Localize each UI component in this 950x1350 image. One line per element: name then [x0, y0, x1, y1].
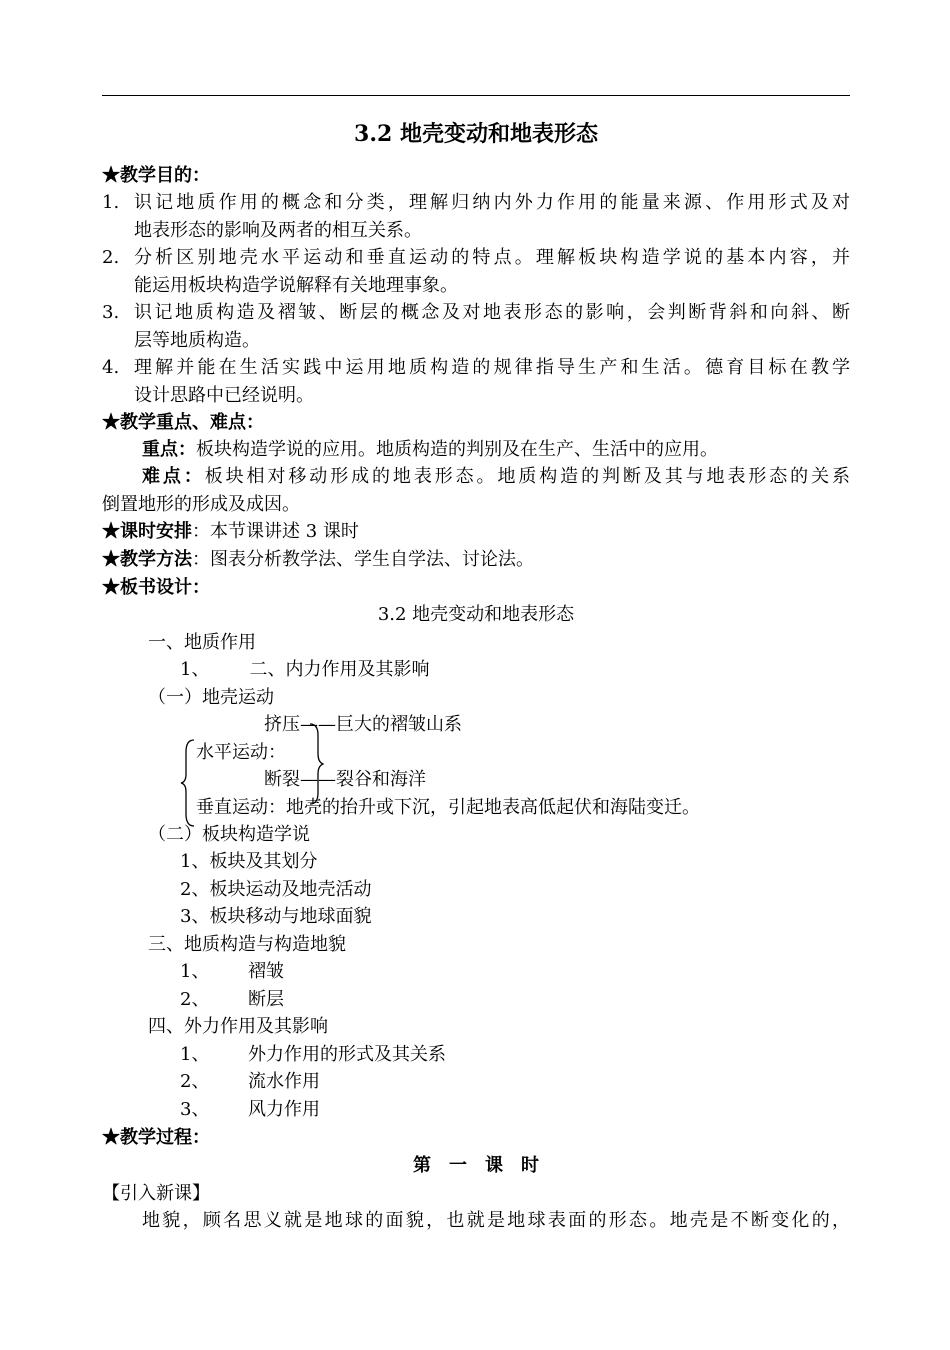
difficult-text: 板块相对移动形成的地表形态。地质构造的判断及其与地表形态的关系: [204, 466, 851, 487]
board-s3-num: 2、: [180, 989, 210, 1010]
board-squeeze: 挤压——巨大的褶皱山系: [264, 714, 462, 735]
objective-line: 能运用板块构造学说解释有关地理事象。: [134, 275, 458, 296]
board-s4-text: 风力作用: [248, 1099, 320, 1120]
outer-brace: [180, 738, 196, 828]
difficult-text-cont: 倒置地形的形成及成因。: [102, 494, 300, 515]
document-title: 3.2 地壳变动和地表形态: [354, 121, 598, 147]
board-s4-num: 2、: [180, 1071, 210, 1092]
objective-line: 分析区别地壳水平运动和垂直运动的特点。理解板块构造学说的基本内容，并: [134, 247, 850, 268]
objective-num: 4.: [102, 357, 120, 378]
inner-brace: [308, 722, 324, 806]
board-s3-text: 断层: [248, 989, 284, 1010]
board-plate-item: 2、板块运动及地壳活动: [180, 879, 372, 900]
key-text: 板块构造学说的应用。地质构造的判别及在生产、生活中的应用。: [196, 439, 718, 460]
objective-line: 地表形态的影响及两者的相互关系。: [134, 220, 422, 241]
header-rule: [102, 95, 850, 96]
board-section-1-1: 1、 二、内力作用及其影响: [180, 659, 430, 680]
difficult-label: 难点：: [142, 466, 205, 487]
objective-num: 2.: [102, 247, 120, 268]
process-heading: ★教学过程：: [102, 1127, 210, 1148]
board-s3-num: 1、: [180, 961, 210, 982]
objective-line: 理解并能在生活实践中运用地质构造的规律指导生产和生活。德育目标在教学: [134, 357, 850, 378]
board-fault: 断裂——裂谷和海洋: [264, 769, 426, 790]
objectives-heading: ★教学目的：: [102, 165, 210, 186]
method: [102, 546, 534, 574]
board-vertical: 垂直运动：地壳的抬升或下沉，引起地表高低起伏和海陆变迁。: [196, 797, 700, 818]
objective-num: 1.: [102, 192, 120, 213]
board-s4-text: 流水作用: [248, 1071, 320, 1092]
objective-num: 3.: [102, 302, 120, 323]
board-section-1: 一、地质作用: [148, 632, 256, 653]
intro-label: 【引入新课】: [102, 1183, 210, 1204]
objective-line: 层等地质构造。: [134, 330, 260, 351]
board-s4-num: 1、: [180, 1044, 210, 1065]
board-plate-item: 1、板块及其划分: [180, 851, 318, 872]
board-s3-text: 褶皱: [248, 961, 284, 982]
key-label: 重点：: [142, 439, 196, 460]
board-section-3: 三、地质构造与构造地貌: [148, 934, 346, 955]
board-s4-num: 3、: [180, 1099, 210, 1120]
intro-text: 地貌，顾名思义就是地球的面貌，也就是地球表面的形态。地壳是不断变化的，: [142, 1210, 850, 1231]
schedule-label: ★课时安排: [102, 521, 192, 542]
board-section-4: 四、外力作用及其影响: [148, 1016, 328, 1037]
key-point: [142, 436, 718, 464]
board-subsection-plate: （二）板块构造学说: [148, 824, 310, 845]
difficult-point: [142, 463, 850, 491]
document-page: [102, 0, 850, 1350]
board-plate-item: 3、板块移动与地球面貌: [180, 906, 372, 927]
schedule: [102, 518, 359, 546]
objective-line: 识记地质构造及褶皱、断层的概念及对地表形态的影响，会判断背斜和向斜、断: [134, 302, 850, 323]
board-horizontal: 水平运动：: [196, 742, 286, 763]
keypoints-heading: ★教学重点、难点：: [102, 412, 264, 433]
board-heading: ★板书设计：: [102, 577, 210, 598]
board-subsection-crust: （一）地壳运动: [148, 687, 274, 708]
objective-line: 设计思路中已经说明。: [134, 385, 314, 406]
objective-line: 识记地质作用的概念和分类，理解归纳内外力作用的能量来源、作用形式及对: [134, 192, 850, 213]
lesson-heading: 第 一 课 时: [413, 1155, 539, 1176]
method-text: ：图表分析教学法、学生自学法、讨论法。: [192, 549, 534, 570]
method-label: ★教学方法: [102, 549, 192, 570]
board-s4-text: 外力作用的形式及其关系: [248, 1044, 446, 1065]
board-title: 3.2 地壳变动和地表形态: [377, 604, 575, 625]
schedule-text: ：本节课讲述 3 课时: [192, 521, 359, 542]
